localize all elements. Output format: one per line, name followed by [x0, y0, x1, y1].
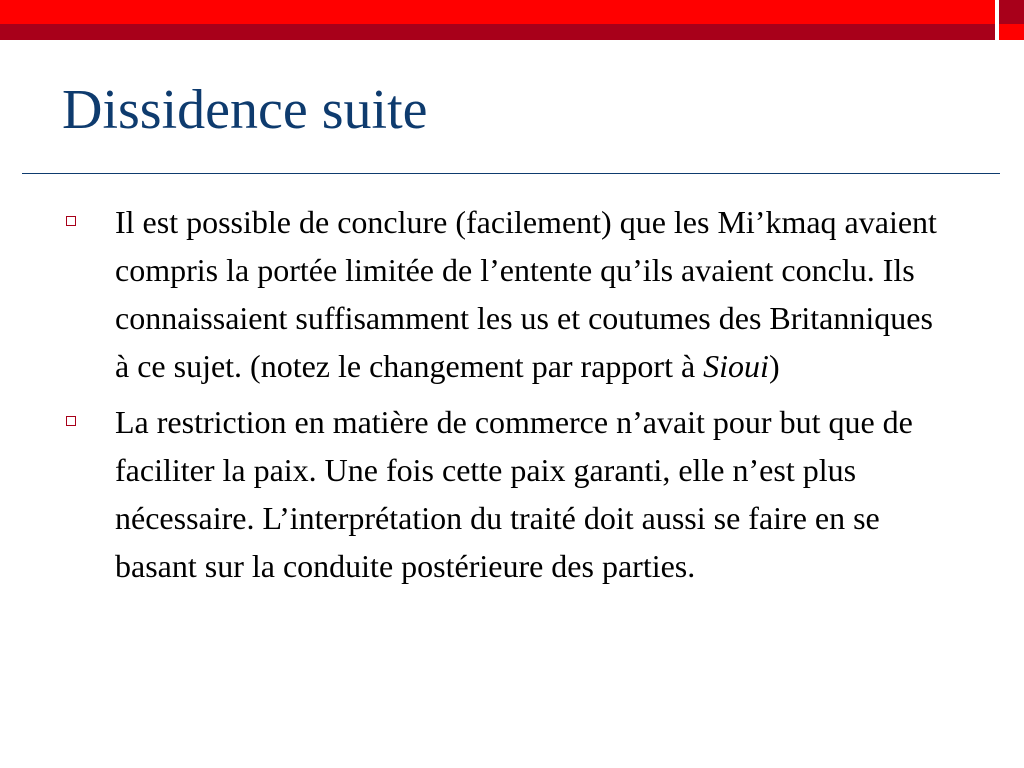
header-corner-bottom — [999, 24, 1024, 40]
bullet-suffix: ) — [768, 348, 780, 384]
bullet-item — [0, 398, 940, 590]
bullet-list — [0, 198, 1024, 598]
hollow-square-bullet-icon — [66, 416, 76, 426]
header-bar-red — [0, 0, 995, 24]
header-corner-top — [999, 0, 1024, 24]
header-bar-dark — [0, 24, 995, 40]
bullet-text: Il est possible de conclure (facilement) que les Mi’kmaq avaient compris la portée limitée de l’entente qu’ils avaient conclu. Ils connaissaient suffisamment les us et coutumes des Britanniques à ce sujet. (notez le changement par rapport à — [115, 204, 937, 384]
title-divider — [22, 173, 1000, 174]
slide-title: Dissidence suite — [62, 79, 428, 141]
bullet-text: La restriction en matière de commerce n’avait pour but que de faciliter la paix. Une fois cette paix garanti, elle n’est plus nécessaire. L’interprétation du traité doit aussi se faire en se basant sur la conduite postérieure des parties. — [115, 404, 913, 584]
hollow-square-bullet-icon — [66, 216, 76, 226]
bullet-emphasis: Sioui — [703, 348, 769, 384]
bullet-item — [0, 198, 940, 390]
